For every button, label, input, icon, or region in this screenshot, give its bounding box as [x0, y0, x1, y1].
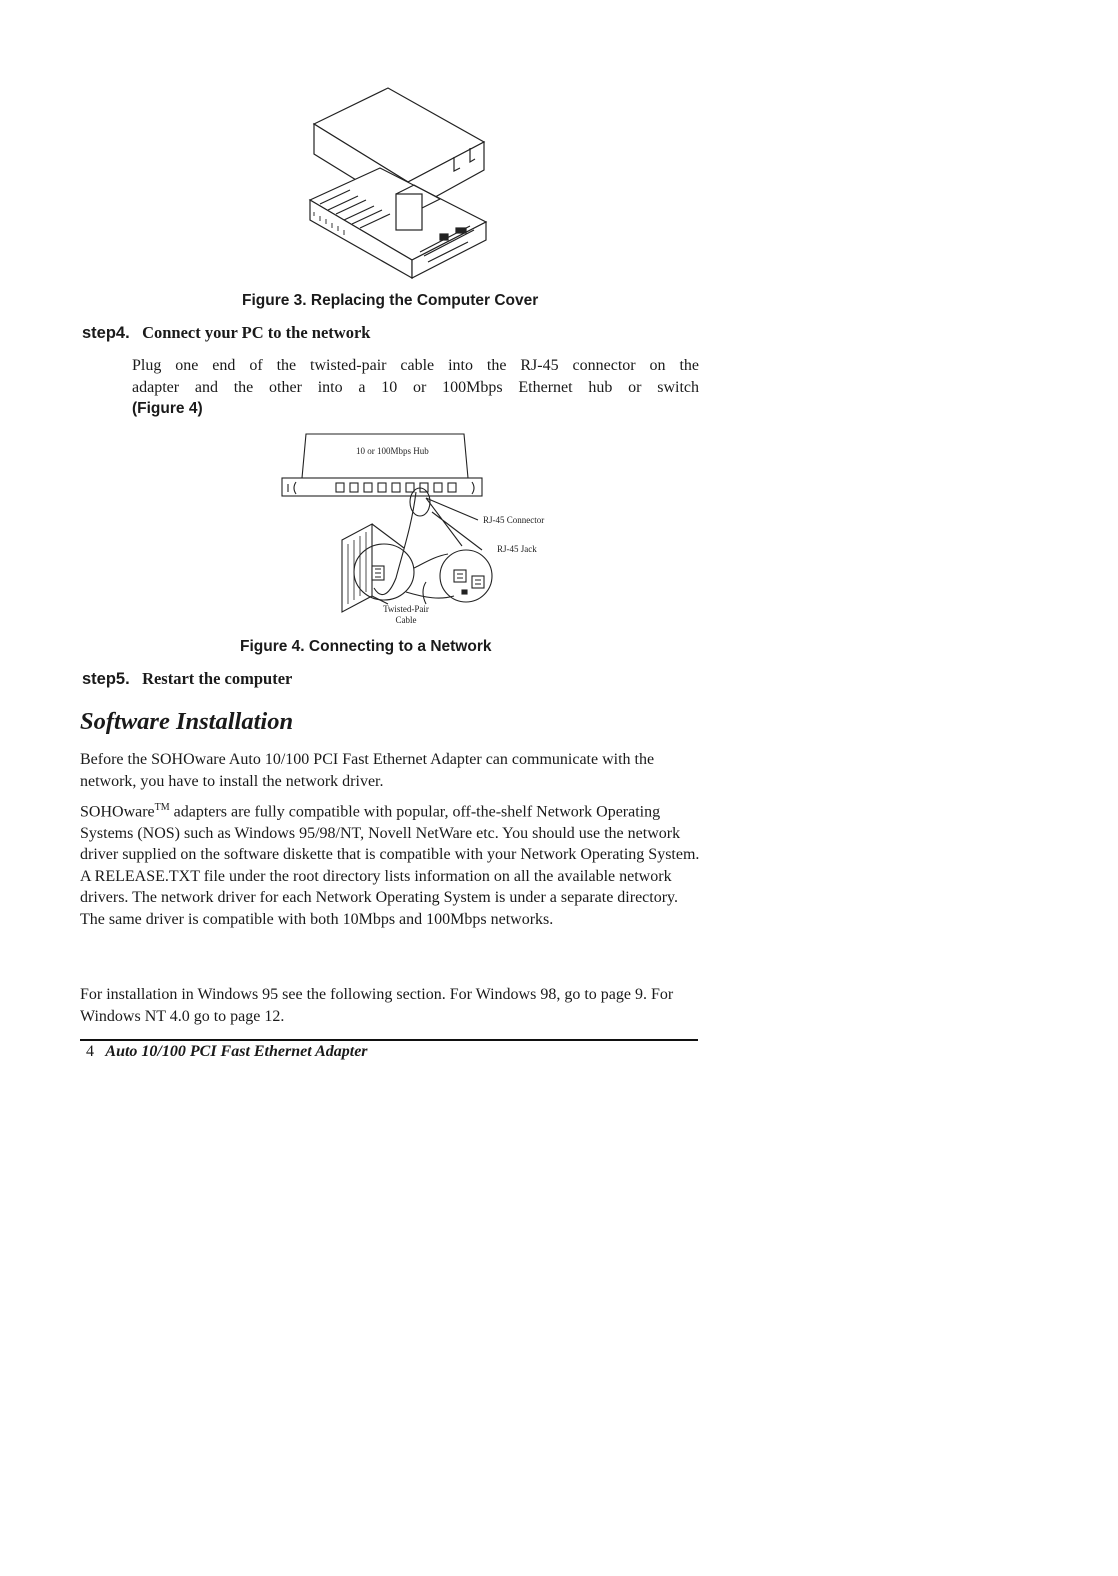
- step-4-body: [132, 355, 699, 420]
- rj45-connector-label: RJ-45 Connector: [483, 515, 545, 525]
- paragraph-2: [80, 797, 700, 930]
- figure-4-network-illustration: [276, 428, 576, 628]
- figure-3-computer-cover-illustration: [300, 82, 500, 282]
- step-4-body-line-2: adapter and the other into a 10 or 100Mbps Ethernet hub or switch: [132, 378, 699, 396]
- step-4-number: step4.: [82, 324, 130, 342]
- hub-label: 10 or 100Mbps Hub: [356, 446, 429, 456]
- figure-3-caption: Figure 3. Replacing the Computer Cover: [242, 292, 539, 309]
- cable-label-line-2: Cable: [395, 615, 417, 625]
- step-4-title: Connect your PC to the network: [142, 323, 371, 342]
- brand-name: SOHOware: [80, 803, 155, 821]
- paragraph-3: For installation in Windows 95 see the following section. For Windows 98, go to page 9. For Windows NT 4.0 go to page 12.: [80, 986, 674, 1025]
- footer-title: Auto 10/100 PCI Fast Ethernet Adapter: [105, 1043, 368, 1060]
- rj45-jack-label: RJ-45 Jack: [497, 544, 537, 554]
- software-installation-body: [80, 749, 700, 930]
- figure-4-caption: Figure 4. Connecting to a Network: [240, 638, 492, 655]
- trademark-mark: TM: [154, 802, 170, 813]
- paragraph-2-text: adapters are fully compatible with popular, off-the-shelf Network Operating Systems (NOS) such as Windows 95/98/NT, Novell NetWare etc. You should use the network driver supplied on the software diskette that is compatible with your Network Operating System. A RELEASE.TXT file under the root directory lists information on all the available network drivers. The network driver for each Network Operating System is under a separate directory. The same driver is compatible with both 10Mbps and 100Mbps networks.: [80, 803, 700, 928]
- paragraph-1: Before the SOHOware Auto 10/100 PCI Fast Ethernet Adapter can communicate with the network, you have to install the network driver.: [80, 751, 655, 790]
- footer-rule: [80, 1039, 698, 1041]
- step-5-title: Restart the computer: [142, 669, 293, 688]
- step-4-figure-ref: (Figure 4): [132, 400, 203, 417]
- step-4-body-line-1: Plug one end of the twisted-pair cable into the RJ-45 connector on the: [132, 357, 699, 374]
- step-5-number: step5.: [82, 670, 130, 688]
- step-5-heading: [82, 669, 292, 689]
- step-4-heading: [82, 323, 370, 343]
- page-footer: [86, 1043, 368, 1061]
- page-number: 4: [86, 1043, 94, 1060]
- cable-label-line-1: Twisted-Pair: [383, 604, 429, 614]
- section-heading-software-installation: Software Installation: [80, 708, 294, 735]
